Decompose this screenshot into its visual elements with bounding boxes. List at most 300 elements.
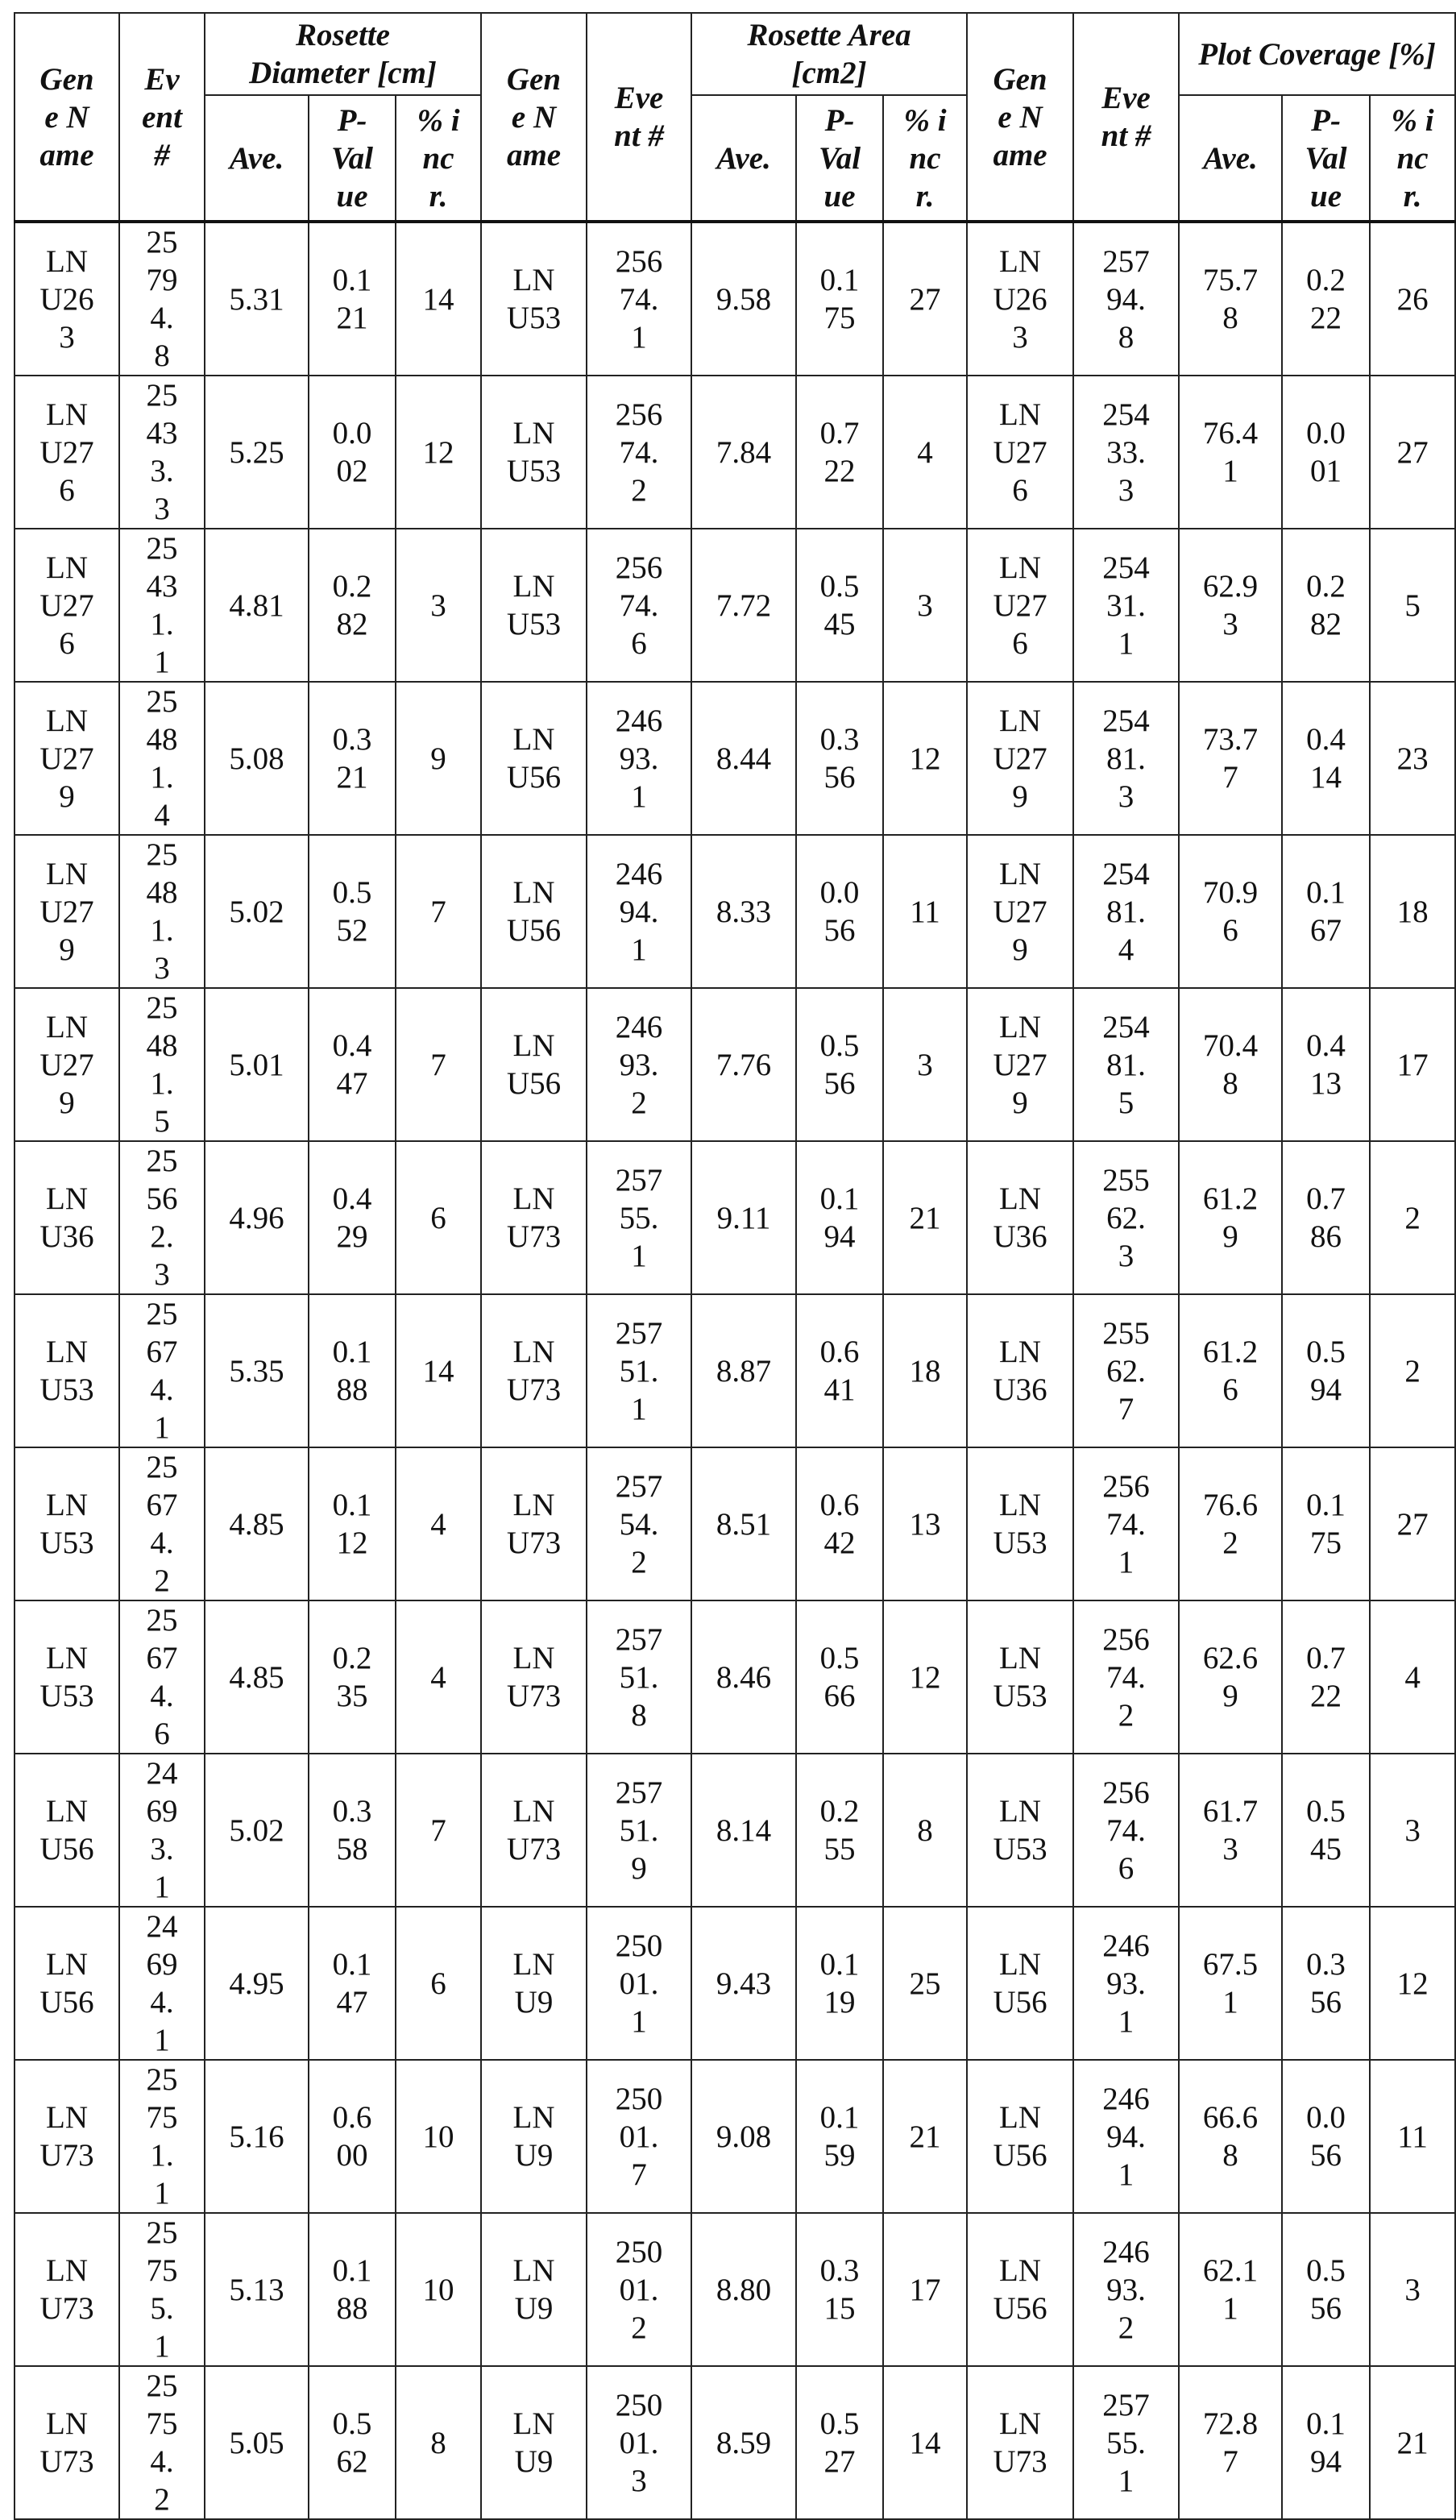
- cell-gene-name: [967, 2213, 1073, 2366]
- cell-coverage-p-value: [1282, 1600, 1370, 1754]
- cell-area-ave: [691, 529, 796, 682]
- cell-text: 25755.1: [1100, 2386, 1153, 2500]
- cell-text: LNU56: [505, 720, 563, 796]
- cell-text: 25674.1: [143, 1295, 180, 1447]
- cell-area-pct-incr: [883, 1907, 967, 2060]
- cell-text: 0.356: [1303, 1945, 1350, 2021]
- cell-text: LNU56: [991, 2099, 1049, 2174]
- cell-text: 24694.1: [612, 855, 666, 969]
- cell-diameter-p-value: [309, 1294, 396, 1447]
- cell-area-ave: [691, 222, 796, 376]
- cell-text: 5.05: [225, 2424, 289, 2462]
- cell-text: 66.68: [1198, 2099, 1263, 2174]
- cell-coverage-pct-incr: [1370, 1294, 1455, 1447]
- cell-text: 0.315: [816, 2252, 863, 2327]
- cell-text: 0.552: [329, 874, 375, 949]
- cell-text: 0.527: [816, 2405, 863, 2481]
- cell-gene-name: [481, 1754, 587, 1907]
- cell-coverage-pct-incr: [1370, 2213, 1455, 2366]
- cell-coverage-p-value: [1282, 682, 1370, 835]
- cell-text: 25562.3: [1100, 1161, 1153, 1275]
- cell-diameter-p-value: [309, 2366, 396, 2519]
- cell-gene-name: [967, 1447, 1073, 1600]
- cell-text: 2: [1388, 1199, 1437, 1237]
- table-row: [15, 682, 1455, 835]
- cell-text: 9: [413, 740, 463, 778]
- cell-text: 25431.1: [1100, 549, 1153, 662]
- cell-text: 0.641: [816, 1333, 863, 1409]
- header-p-value: P-Value: [1282, 95, 1370, 222]
- cell-gene-name: [967, 1294, 1073, 1447]
- cell-text: 0.282: [329, 567, 375, 643]
- cell-text: 0.121: [329, 261, 375, 337]
- cell-text: 25751.1: [143, 2061, 180, 2212]
- cell-text: 0.194: [816, 1180, 863, 1256]
- cell-text: 0.600: [329, 2099, 375, 2174]
- cell-coverage-ave: [1179, 1447, 1282, 1600]
- cell-text: 21: [900, 1199, 950, 1237]
- cell-text: 14: [413, 1352, 463, 1390]
- cell-text: LNU263: [38, 243, 96, 356]
- cell-text: 8: [900, 1812, 950, 1850]
- header-plot-coverage: Plot Coverage [%]: [1179, 13, 1455, 95]
- cell-gene-name: [481, 988, 587, 1141]
- cell-area-pct-incr: [883, 1600, 967, 1754]
- cell-coverage-ave: [1179, 682, 1282, 835]
- cell-event: [587, 1141, 691, 1294]
- cell-event: [1073, 682, 1179, 835]
- cell-text: 25: [900, 1965, 950, 2003]
- cell-text: LNU73: [505, 1333, 563, 1409]
- cell-diameter-pct-incr: [396, 988, 481, 1141]
- table-row: [15, 2213, 1455, 2366]
- cell-text: 14: [413, 280, 463, 318]
- cell-text: 4.85: [225, 1659, 289, 1696]
- cell-text: 0.722: [1303, 1639, 1350, 1715]
- cell-event: [587, 1754, 691, 1907]
- cell-area-pct-incr: [883, 682, 967, 835]
- table-row: [15, 988, 1455, 1141]
- cell-area-ave: [691, 2366, 796, 2519]
- cell-text: 4: [413, 1505, 463, 1543]
- cell-event: [1073, 1447, 1179, 1600]
- cell-text: 25751.9: [612, 1774, 666, 1887]
- cell-text: 0.722: [816, 414, 863, 490]
- cell-event: [1073, 529, 1179, 682]
- cell-text: 14: [900, 2424, 950, 2462]
- cell-text: 25794.8: [143, 223, 180, 375]
- header-pct-incr: % incr.: [396, 95, 481, 222]
- cell-area-p-value: [796, 1600, 883, 1754]
- cell-text: 10: [413, 2118, 463, 2156]
- cell-event: [587, 529, 691, 682]
- cell-gene-name: [15, 682, 119, 835]
- cell-gene-name: [481, 529, 587, 682]
- cell-diameter-p-value: [309, 529, 396, 682]
- cell-text: LNU53: [38, 1639, 96, 1715]
- cell-text: 61.29: [1198, 1180, 1263, 1256]
- cell-text: 25754.2: [612, 1468, 666, 1581]
- cell-area-p-value: [796, 1141, 883, 1294]
- cell-text: LNU56: [38, 1792, 96, 1868]
- cell-text: 4: [413, 1659, 463, 1696]
- cell-text: LNU73: [505, 1180, 563, 1256]
- cell-coverage-p-value: [1282, 835, 1370, 988]
- cell-diameter-pct-incr: [396, 835, 481, 988]
- cell-text: 24694.1: [1100, 2080, 1153, 2194]
- cell-text: 0.642: [816, 1486, 863, 1562]
- cell-coverage-p-value: [1282, 1907, 1370, 2060]
- cell-coverage-p-value: [1282, 988, 1370, 1141]
- cell-text: LNU53: [991, 1486, 1049, 1562]
- header-event: Event #: [1073, 13, 1179, 222]
- cell-text: LNU73: [505, 1792, 563, 1868]
- table-row: [15, 376, 1455, 529]
- cell-text: 0.429: [329, 1180, 375, 1256]
- cell-text: 25562.3: [143, 1142, 180, 1293]
- cell-text: 26: [1388, 280, 1437, 318]
- cell-text: 25433.3: [143, 376, 180, 528]
- cell-gene-name: [481, 376, 587, 529]
- cell-text: 21: [1388, 2424, 1437, 2462]
- cell-coverage-p-value: [1282, 1294, 1370, 1447]
- cell-text: 12: [900, 740, 950, 778]
- cell-event: [587, 988, 691, 1141]
- cell-text: 18: [1388, 893, 1437, 931]
- header-pct-incr: % incr.: [1370, 95, 1455, 222]
- cell-text: 3: [1388, 2271, 1437, 2309]
- cell-gene-name: [967, 2366, 1073, 2519]
- cell-gene-name: [967, 988, 1073, 1141]
- cell-gene-name: [481, 222, 587, 376]
- cell-gene-name: [967, 376, 1073, 529]
- cell-area-ave: [691, 988, 796, 1141]
- header-gene-name: Gene Name: [15, 13, 119, 222]
- cell-coverage-pct-incr: [1370, 2060, 1455, 2213]
- cell-text: 75.78: [1198, 261, 1263, 337]
- cell-text: 25481.4: [1100, 855, 1153, 969]
- cell-text: 67.51: [1198, 1945, 1263, 2021]
- cell-area-p-value: [796, 222, 883, 376]
- cell-text: 25674.6: [612, 549, 666, 662]
- table-row: [15, 222, 1455, 376]
- cell-text: 12: [900, 1659, 950, 1696]
- cell-area-pct-incr: [883, 1141, 967, 1294]
- cell-text: LNU53: [505, 567, 563, 643]
- cell-text: 24693.2: [1100, 2233, 1153, 2347]
- cell-diameter-ave: [205, 376, 309, 529]
- cell-text: 5.35: [225, 1352, 289, 1390]
- cell-text: 0.194: [1303, 2405, 1350, 2481]
- cell-text: 25481.3: [143, 836, 180, 987]
- cell-text: 0.188: [329, 1333, 375, 1409]
- cell-event: [119, 1907, 205, 2060]
- cell-diameter-ave: [205, 1447, 309, 1600]
- cell-text: 0.175: [1303, 1486, 1350, 1562]
- cell-diameter-p-value: [309, 1141, 396, 1294]
- header-rosette-area: Rosette Area [cm2]: [691, 13, 967, 95]
- cell-gene-name: [481, 2060, 587, 2213]
- cell-text: 7: [413, 1812, 463, 1850]
- cell-text: 61.26: [1198, 1333, 1263, 1409]
- cell-event: [587, 682, 691, 835]
- table-row: [15, 2060, 1455, 2213]
- cell-diameter-ave: [205, 682, 309, 835]
- cell-diameter-p-value: [309, 2060, 396, 2213]
- cell-text: 11: [1388, 2118, 1437, 2156]
- cell-text: 8.33: [711, 893, 776, 931]
- cell-gene-name: [15, 2213, 119, 2366]
- cell-text: LNU279: [991, 1008, 1049, 1122]
- cell-text: 25755.1: [143, 2214, 180, 2365]
- header-ave: Ave.: [1179, 95, 1282, 222]
- cell-text: 0.545: [1303, 1792, 1350, 1868]
- cell-coverage-p-value: [1282, 2366, 1370, 2519]
- cell-gene-name: [481, 2213, 587, 2366]
- cell-text: LNU279: [38, 702, 96, 816]
- cell-gene-name: [967, 1141, 1073, 1294]
- header-event: Event #: [119, 13, 205, 222]
- cell-text: 25431.1: [143, 529, 180, 681]
- cell-coverage-ave: [1179, 2213, 1282, 2366]
- cell-event: [1073, 2213, 1179, 2366]
- cell-event: [1073, 222, 1179, 376]
- cell-diameter-p-value: [309, 222, 396, 376]
- cell-diameter-ave: [205, 1600, 309, 1754]
- cell-text: LNU73: [991, 2405, 1049, 2481]
- cell-event: [119, 1754, 205, 1907]
- cell-diameter-pct-incr: [396, 1754, 481, 1907]
- cell-text: 0.255: [816, 1792, 863, 1868]
- cell-area-p-value: [796, 1754, 883, 1907]
- cell-area-ave: [691, 2213, 796, 2366]
- cell-text: LNU73: [505, 1639, 563, 1715]
- cell-coverage-ave: [1179, 2060, 1282, 2213]
- cell-event: [119, 2213, 205, 2366]
- cell-diameter-p-value: [309, 1754, 396, 1907]
- cell-event: [119, 222, 205, 376]
- cell-diameter-p-value: [309, 1447, 396, 1600]
- cell-gene-name: [967, 1907, 1073, 2060]
- cell-gene-name: [15, 2366, 119, 2519]
- cell-area-p-value: [796, 2060, 883, 2213]
- cell-area-pct-incr: [883, 529, 967, 682]
- cell-diameter-pct-incr: [396, 1600, 481, 1754]
- cell-area-p-value: [796, 682, 883, 835]
- cell-gene-name: [967, 682, 1073, 835]
- cell-text: LNU276: [991, 396, 1049, 509]
- cell-text: LNU53: [38, 1333, 96, 1409]
- cell-diameter-pct-incr: [396, 2213, 481, 2366]
- cell-text: 25794.8: [1100, 243, 1153, 356]
- cell-text: LNU73: [505, 1486, 563, 1562]
- cell-text: 17: [1388, 1046, 1437, 1084]
- table-row: [15, 2366, 1455, 2519]
- cell-event: [587, 2213, 691, 2366]
- cell-event: [1073, 1907, 1179, 2060]
- cell-gene-name: [15, 835, 119, 988]
- cell-coverage-p-value: [1282, 1447, 1370, 1600]
- cell-text: 0.413: [1303, 1027, 1350, 1102]
- cell-text: 0.222: [1303, 261, 1350, 337]
- cell-event: [587, 376, 691, 529]
- cell-gene-name: [481, 1907, 587, 2060]
- table-row: [15, 1754, 1455, 1907]
- cell-text: 21: [900, 2118, 950, 2156]
- cell-text: LNU53: [991, 1792, 1049, 1868]
- cell-text: 6: [413, 1199, 463, 1237]
- cell-text: 8.46: [711, 1659, 776, 1696]
- cell-diameter-ave: [205, 835, 309, 988]
- cell-area-ave: [691, 835, 796, 988]
- cell-text: 25674.6: [1100, 1774, 1153, 1887]
- cell-text: 0.175: [816, 261, 863, 337]
- cell-text: LNU279: [38, 855, 96, 969]
- cell-event: [1073, 988, 1179, 1141]
- cell-gene-name: [967, 222, 1073, 376]
- cell-gene-name: [481, 835, 587, 988]
- cell-text: LNU56: [991, 2252, 1049, 2327]
- cell-text: 3: [900, 587, 950, 625]
- cell-text: 0.188: [329, 2252, 375, 2327]
- cell-text: 4.85: [225, 1505, 289, 1543]
- cell-diameter-pct-incr: [396, 529, 481, 682]
- cell-area-p-value: [796, 835, 883, 988]
- cell-text: 24693.1: [612, 702, 666, 816]
- cell-text: 5.08: [225, 740, 289, 778]
- cell-coverage-pct-incr: [1370, 1600, 1455, 1754]
- cell-text: LNU9: [505, 2099, 563, 2174]
- cell-coverage-ave: [1179, 222, 1282, 376]
- cell-area-pct-incr: [883, 1447, 967, 1600]
- cell-text: 13: [900, 1505, 950, 1543]
- header-gene-name: Gene Name: [481, 13, 587, 222]
- cell-text: 24693.2: [612, 1008, 666, 1122]
- cell-coverage-ave: [1179, 1141, 1282, 1294]
- table-row: [15, 529, 1455, 682]
- cell-text: 25674.1: [1100, 1468, 1153, 1581]
- cell-diameter-pct-incr: [396, 222, 481, 376]
- cell-text: 5.13: [225, 2271, 289, 2309]
- cell-text: 0.147: [329, 1945, 375, 2021]
- cell-text: LNU36: [38, 1180, 96, 1256]
- cell-text: 11: [900, 893, 950, 931]
- cell-coverage-pct-incr: [1370, 2366, 1455, 2519]
- cell-text: 0.356: [816, 720, 863, 796]
- cell-area-ave: [691, 1907, 796, 2060]
- cell-text: 9.11: [711, 1199, 776, 1237]
- cell-text: 0.159: [816, 2099, 863, 2174]
- cell-area-ave: [691, 376, 796, 529]
- cell-text: LNU53: [38, 1486, 96, 1562]
- cell-coverage-ave: [1179, 1754, 1282, 1907]
- cell-text: 25433.3: [1100, 396, 1153, 509]
- cell-gene-name: [15, 1600, 119, 1754]
- cell-text: 7: [413, 1046, 463, 1084]
- cell-text: 8.87: [711, 1352, 776, 1390]
- cell-text: 6: [413, 1965, 463, 2003]
- cell-text: 7.72: [711, 587, 776, 625]
- cell-diameter-pct-incr: [396, 1141, 481, 1294]
- cell-text: 4.96: [225, 1199, 289, 1237]
- cell-area-pct-incr: [883, 988, 967, 1141]
- cell-diameter-ave: [205, 1294, 309, 1447]
- cell-text: LNU276: [38, 549, 96, 662]
- cell-coverage-ave: [1179, 988, 1282, 1141]
- cell-area-p-value: [796, 1294, 883, 1447]
- cell-text: 0.056: [816, 874, 863, 949]
- cell-gene-name: [15, 2060, 119, 2213]
- cell-text: 12: [413, 434, 463, 471]
- cell-gene-name: [967, 1754, 1073, 1907]
- cell-text: 0.447: [329, 1027, 375, 1102]
- table-row: [15, 1141, 1455, 1294]
- cell-coverage-pct-incr: [1370, 835, 1455, 988]
- cell-coverage-p-value: [1282, 222, 1370, 376]
- cell-diameter-ave: [205, 2213, 309, 2366]
- cell-text: 25754.2: [143, 2367, 180, 2518]
- cell-text: 73.77: [1198, 720, 1263, 796]
- cell-diameter-pct-incr: [396, 2366, 481, 2519]
- cell-text: 5.31: [225, 280, 289, 318]
- cell-gene-name: [481, 1600, 587, 1754]
- cell-gene-name: [967, 1600, 1073, 1754]
- cell-text: 8: [413, 2424, 463, 2462]
- header-p-value: P-Value: [309, 95, 396, 222]
- table-row: [15, 1600, 1455, 1754]
- cell-diameter-pct-incr: [396, 2060, 481, 2213]
- cell-area-ave: [691, 1294, 796, 1447]
- cell-text: 0.786: [1303, 1180, 1350, 1256]
- cell-coverage-pct-incr: [1370, 682, 1455, 835]
- cell-text: 27: [1388, 1505, 1437, 1543]
- cell-text: 25562.7: [1100, 1314, 1153, 1428]
- cell-event: [587, 835, 691, 988]
- header-ave: Ave.: [691, 95, 796, 222]
- cell-text: 3: [900, 1046, 950, 1084]
- cell-text: 25674.2: [143, 1448, 180, 1600]
- cell-diameter-ave: [205, 529, 309, 682]
- cell-text: 70.48: [1198, 1027, 1263, 1102]
- cell-text: 0.119: [816, 1945, 863, 2021]
- cell-area-ave: [691, 1447, 796, 1600]
- cell-text: 62.69: [1198, 1639, 1263, 1715]
- cell-coverage-pct-incr: [1370, 1141, 1455, 1294]
- cell-event: [1073, 2366, 1179, 2519]
- cell-gene-name: [481, 682, 587, 835]
- cell-event: [1073, 1294, 1179, 1447]
- cell-text: 8.59: [711, 2424, 776, 2462]
- cell-text: LNU73: [38, 2405, 96, 2481]
- cell-diameter-p-value: [309, 988, 396, 1141]
- cell-area-pct-incr: [883, 1754, 967, 1907]
- cell-event: [119, 1294, 205, 1447]
- cell-coverage-pct-incr: [1370, 1447, 1455, 1600]
- cell-text: 25481.4: [143, 683, 180, 834]
- cell-event: [587, 2366, 691, 2519]
- cell-gene-name: [15, 376, 119, 529]
- cell-text: 0.235: [329, 1639, 375, 1715]
- cell-coverage-p-value: [1282, 1141, 1370, 1294]
- header-gene-name: Gene Name: [967, 13, 1073, 222]
- cell-area-pct-incr: [883, 376, 967, 529]
- cell-diameter-pct-incr: [396, 1907, 481, 2060]
- cell-event: [119, 2366, 205, 2519]
- cell-text: 72.87: [1198, 2405, 1263, 2481]
- cell-text: LNU279: [991, 855, 1049, 969]
- cell-diameter-pct-incr: [396, 376, 481, 529]
- cell-text: 62.11: [1198, 2252, 1263, 2327]
